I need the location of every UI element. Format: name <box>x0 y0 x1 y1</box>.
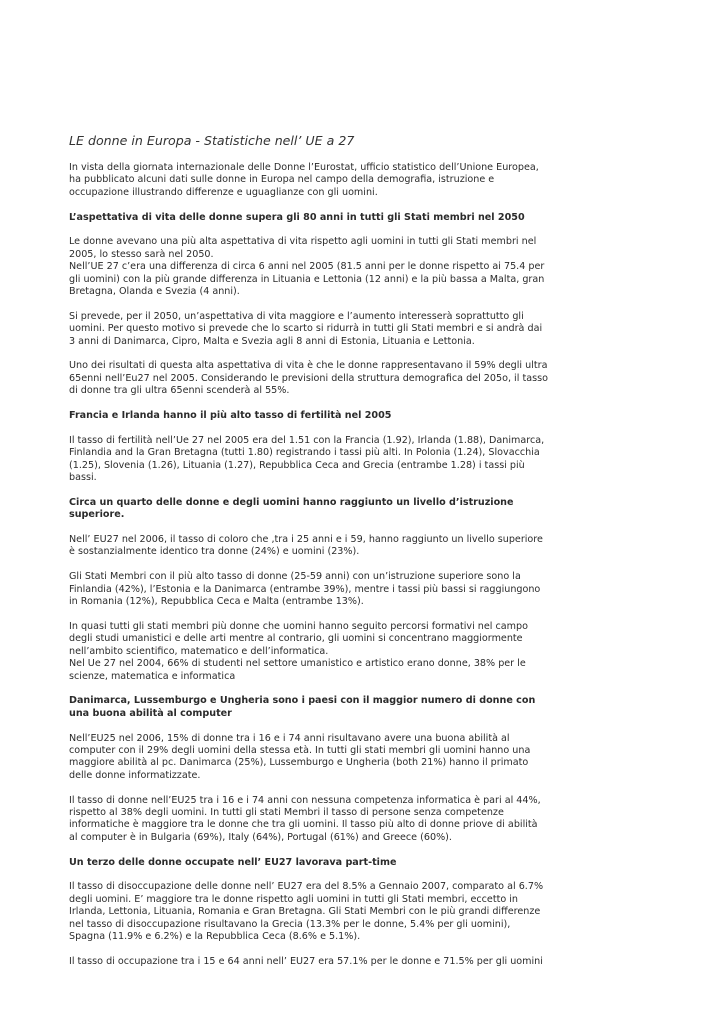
paragraph-line: Le donne avevano una più alta aspettativa di vita rispetto agli uomini in tutti gli Stati membri nel 2005, lo stesso sarà nel 2050. <box>69 236 537 260</box>
paragraph-line: Nel Ue 27 nel 2004, 66% di studenti nel settore umanistico e artistico erano donne, 38% per le scienze, matematica e informatica <box>69 658 526 682</box>
section-heading-education: Circa un quarto delle donne e degli uomini hanno raggiunto un livello d’istruzione superiore. <box>69 496 514 521</box>
paragraph-employment-2: Il tasso di occupazione tra i 15 e 64 anni nell’ EU27 era 57.1% per le donne e 71.5% per gli uomini <box>69 955 543 967</box>
page-title: LE donne in Europa - Statistiche nell’ UE a 27 <box>69 133 355 148</box>
paragraph-education-1: Nell’ EU27 nel 2006, il tasso di coloro che ,tra i 25 anni e i 59, hanno raggiunto un livello superiore è sostanzialmente identico tra donne (24%) e uomini (23%). <box>69 534 543 558</box>
section-heading-part-time: Un terzo delle donne occupate nell’ EU27 lavorava part-time <box>69 856 397 868</box>
paragraph-computer-2: Il tasso di donne nell’EU25 tra i 16 e i 74 anni con nessuna competenza informatica è pari al 44%, rispetto al 38% degli uomini. In tutti gli stati Membri il tasso di persone senza competenze informatiche è maggiore tra le donne che tra gli uomini. Il tasso più alto di donne priove di abilità al computer è in Bulgaria (69%), Italy (64%), Portugal (61%) and Greece (60%). <box>69 794 541 843</box>
document-page <box>69 133 549 981</box>
section-heading-computer-skills: Danimarca, Lussemburgo e Ungheria sono i paesi con il maggior numero di donne con una buona abilità al computer <box>69 695 536 719</box>
paragraph-employment-1: Il tasso di disoccupazione delle donne nell’ EU27 era del 8.5% a Gennaio 2007, comparato al 6.7% degli uomini. E’ maggiore tra le donne rispetto agli uomini in tutti gli Stati membri, eccetto in Irlanda, Lettonia, Lituania, Romania e Gran Bretagna. Gli Stati Membri con le più grandi differenze nel tasso di disoccupazione risultavano la Grecia (13.3% per le donne, 5.4% per gli uomini), Spagna (11.9% e 6.2%) e la Repubblica Ceca (8.6% e 5.1%). <box>69 881 544 942</box>
paragraph-life-expectancy-1 <box>69 236 549 298</box>
paragraph-education-3 <box>69 621 549 683</box>
paragraph-fertility: Il tasso di fertilità nell’Ue 27 nel 2005 era del 1.51 con la Francia (1.92), Irlanda (1.88), Danimarca, Finlandia and la Gran Bretagna (tutti 1.80) registrando i tassi più alti. In Polonia (1.24), Slovacchia (1.25), Slovenia (1.26), Lituania (1.27), Repubblica Ceca and Grecia (entrambe 1.28) i tassi più bassi. <box>69 434 545 484</box>
intro-paragraph: In vista della giornata internazionale delle Donne l’Eurostat, ufficio statistico dell’Unione Europea, ha pubblicato alcuni dati sulle donne in Europa nel campo della demografia, istruzione e occupazione illustrando differenze e uguaglianze con gli uomini. <box>69 162 539 198</box>
section-heading-life-expectancy: L’aspettativa di vita delle donne supera gli 80 anni in tutti gli Stati membri nel 2050 <box>69 211 525 223</box>
paragraph-line: In quasi tutti gli stati membri più donne che uomini hanno seguito percorsi formativi nel campo degli studi umanistici e delle arti mentre al contrario, gli uomini si concentrano maggiormente nell’ambito scientifico, matematico e dell’informatica. <box>69 620 528 657</box>
paragraph-education-2: Gli Stati Membri con il più alto tasso di donne (25-59 anni) con un’istruzione superiore sono la Finlandia (42%), l’Estonia e la Danimarca (entrambe 39%), mentre i tassi più bassi si raggiungono in Romania (12%), Repubblica Ceca e Malta (entrambe 13%). <box>69 571 541 608</box>
section-heading-fertility: Francia e Irlanda hanno il più alto tasso di fertilità nel 2005 <box>69 410 392 422</box>
paragraph-life-expectancy-2: Si prevede, per il 2050, un’aspettativa di vita maggiore e l’aumento interesserà soprattutto gli uomini. Per questo motivo si prevede che lo scarto si ridurrà in tutti gli Stati membri e si andrà dai 3 anni di Danimarca, Cipro, Malta e Svezia agli 8 anni di Estonia, Lituania e Lettonia. <box>69 310 543 347</box>
paragraph-line: Nell’UE 27 c’era una differenza di circa 6 anni nel 2005 (81.5 anni per le donne rispetto ai 75.4 per gli uomini) con la più grande differenza in Lituania e Lettonia (12 anni) e la più bassa a Malta, gran Bretagna, Olanda e Svezia (4 anni). <box>69 261 545 298</box>
paragraph-life-expectancy-3: Uno dei risultati di questa alta aspettativa di vita è che le donne rappresentavano il 59% degli ultra 65enni nell’Eu27 nel 2005. Considerando le previsioni della struttura demografica del 205o, il tasso di donne tra gli ultra 65enni scenderà al 55%. <box>69 360 548 397</box>
paragraph-computer-1: Nell’EU25 nel 2006, 15% di donne tra i 16 e i 74 anni risultavano avere una buona abilità al computer con il 29% degli uomini della stessa età. In tutti gli stati membri gli uomini hanno una maggiore abilità al pc. Danimarca (25%), Lussemburgo e Ungheria (both 21%) hanno il primato delle donne informatizzate. <box>69 732 531 781</box>
